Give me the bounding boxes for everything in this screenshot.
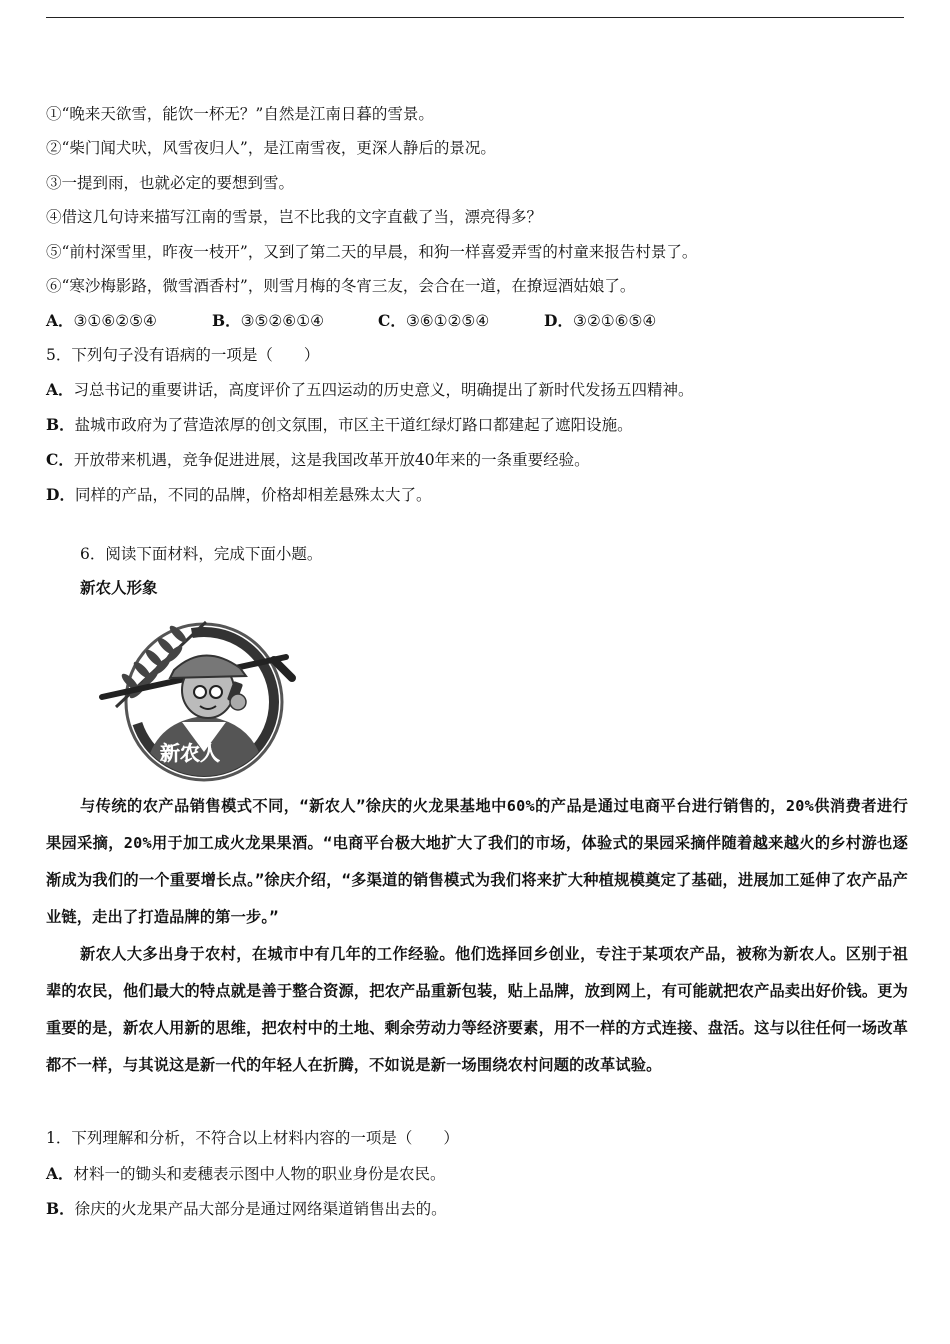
sentence-5: ⑤“前村深雪里，昨夜一枝开”，又到了第二天的早晨，和狗一样喜爱弄雪的村童来报告村景了。 (46, 243, 698, 261)
paragraph-1: 与传统的农产品销售模式不同，“新农人”徐庆的火龙果基地中60%的产品是通过电商平台进行销售的，20%供消费者进行果园采摘，20%用于加工成火龙果果酒。“电商平台极大地扩大了我们的市场，体验式的果园采摘伴随着越来越火的乡村游也逐渐成为我们的一个重要增长点。”徐庆介绍，“多渠道的销售模式为我们将来扩大种植规模奠定了基础，进展加工延伸了农产品产业链，走出了打造品牌的第一步。” (46, 797, 908, 926)
material-title: 新农人形象 (80, 579, 158, 597)
q5-option-a: A．习总书记的重要讲话，高度评价了五四运动的历史意义，明确提出了新时代发扬五四精神。 (46, 380, 694, 399)
header-rule (46, 17, 904, 18)
q4-options (46, 311, 656, 331)
q5-option-d: D．同样的产品，不同的品牌，价格却相差悬殊太大了。 (46, 485, 432, 504)
q6-intro: 6．阅读下面材料，完成下面小题。 (80, 545, 323, 563)
q5-stem: 5．下列句子没有语病的一项是（ ） (46, 346, 320, 364)
paragraph-2: 新农人大多出身于农村，在城市中有几年的工作经验。他们选择回乡创业，专注于某项农产品，被称为新农人。区别于祖辈的农民，他们最大的特点就是善于整合资源，把农产品重新包装，贴上品牌，放到网上，有可能就把农产品卖出好价钱。更为重要的是，新农人用新的思维，把农村中的土地、剩余劳动力等经济要素，用不一样的方式连接、盘活。这与以往任何一场改革都不一样，与其说这是新一代的年轻人在折腾，不如说是新一场围绕农村问题的改革试验。 (46, 945, 908, 1074)
sub1-option-a: A．材料一的锄头和麦穗表示图中人物的职业身份是农民。 (46, 1164, 446, 1183)
sentence-3: ③一提到雨，也就必定的要想到雪。 (46, 174, 295, 192)
material-passage (46, 788, 908, 1084)
sentence-2: ②“柴门闻犬吠，风雪夜归人”，是江南雪夜，更深人静后的景况。 (46, 139, 496, 157)
new-farmer-logo (96, 612, 296, 782)
q4-option-b: B．③⑤②⑥①④ (212, 311, 324, 330)
sentence-1: ①“晚来天欲雪，能饮一杯无？”自然是江南日暮的雪景。 (46, 105, 434, 123)
logo-text: 新农人 (160, 741, 220, 765)
q5-option-c: C．开放带来机遇，竞争促进进展，这是我国改革开放40年来的一条重要经验。 (46, 450, 590, 469)
q5-option-b: B．盐城市政府为了营造浓厚的创文氛围，市区主干道红绿灯路口都建起了遮阳设施。 (46, 415, 633, 434)
sentence-6: ⑥“寒沙梅影路，微雪酒香村”，则雪月梅的冬宵三友，会合在一道，在撩逗酒姑娘了。 (46, 277, 636, 295)
q4-option-c: C．③⑥①②⑤④ (378, 311, 490, 330)
sub1-option-b: B．徐庆的火龙果产品大部分是通过网络渠道销售出去的。 (46, 1199, 447, 1218)
q4-option-a: A．③①⑥②⑤④ (46, 311, 157, 330)
sentence-4: ④借这几句诗来描写江南的雪景，岂不比我的文字直截了当，漂亮得多？ (46, 208, 543, 226)
sub1-stem: 1．下列理解和分析，不符合以上材料内容的一项是（ ） (46, 1129, 459, 1147)
q4-option-d: D．③②①⑥⑤④ (544, 311, 657, 330)
